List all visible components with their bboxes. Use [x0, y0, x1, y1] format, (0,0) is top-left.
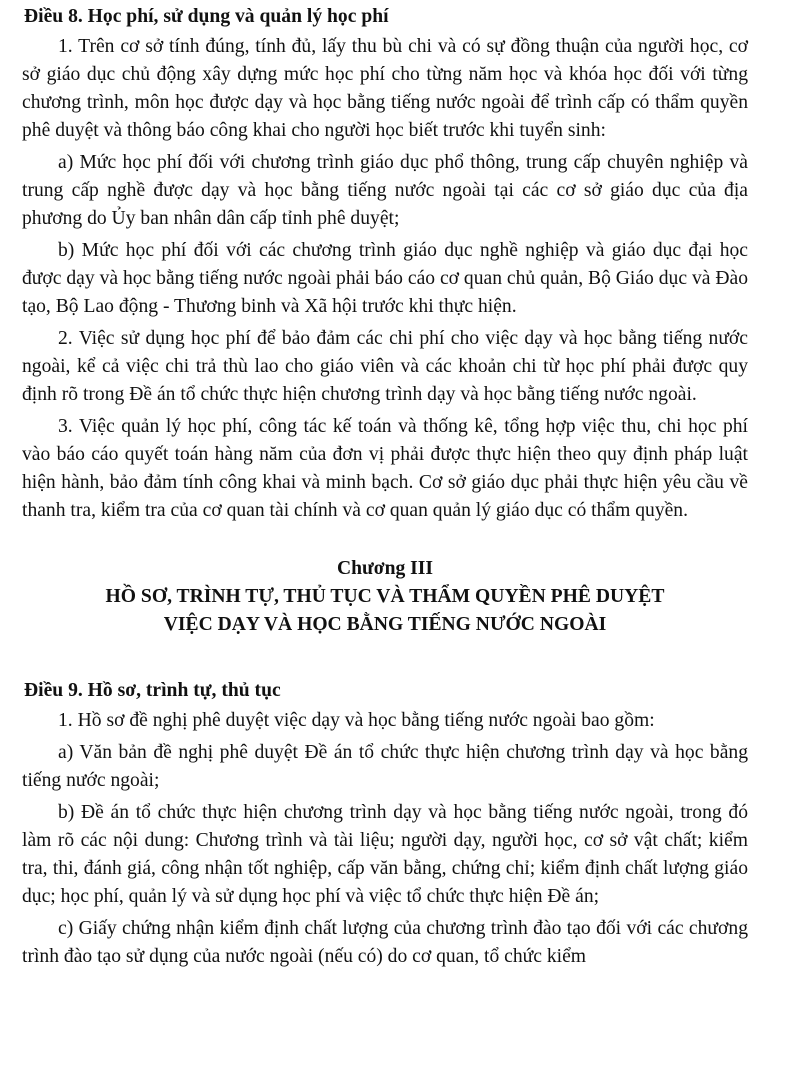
- chapter-label: Chương III: [336, 558, 434, 579]
- article-9-paragraph-1b: b) Đề án tổ chức thực hiện chương trình dạy và học bằng tiếng nước ngoài, trong đó làm rõ các nội dung: Chương trình và tài liệu; người dạy, người học, cơ sở vật chất; kiểm tra, thi, đánh giá, công nhận tốt nghiệp, cấp văn bằng, chứng chỉ; kiểm định chất lượng giáo dục; học phí, quản lý và sử dụng học phí và việc tổ chức thực hiện Đề án;: [22, 802, 748, 907]
- article-8-paragraph-2: 2. Việc sử dụng học phí để bảo đảm các chi phí cho việc dạy và học bằng tiếng nước ngoài, kể cả việc chi trả thù lao cho giáo viên và các khoản chi từ học phí phải được quy định rõ trong Đề án tổ chức thực hiện chương trình dạy và học bằng tiếng nước ngoài.: [22, 328, 748, 405]
- chapter-title-line-2: VIỆC DẠY VÀ HỌC BẰNG TIẾNG NƯỚC NGOÀI: [163, 614, 607, 635]
- article-8-paragraph-1: 1. Trên cơ sở tính đúng, tính đủ, lấy thu bù chi và có sự đồng thuận của người học, cơ sở giáo dục chủ động xây dựng mức học phí cho từng năm học và khóa học đối với từng chương trình, môn học được dạy và học bằng tiếng nước ngoài để trình cấp có thẩm quyền phê duyệt và thông báo công khai cho người học biết trước khi tuyển sinh:: [22, 36, 748, 141]
- article-9-paragraph-1a: a) Văn bản đề nghị phê duyệt Đề án tổ chức thực hiện chương trình dạy và học bằng tiếng nước ngoài;: [22, 742, 748, 791]
- article-8-paragraph-1b: b) Mức học phí đối với các chương trình giáo dục nghề nghiệp và giáo dục đại học được dạy và học bằng tiếng nước ngoài phải báo cáo cơ quan chủ quản, Bộ Giáo dục và Đào tạo, Bộ Lao động - Thương binh và Xã hội trước khi thực hiện.: [22, 240, 748, 317]
- chapter-header: [22, 555, 748, 639]
- article-8-paragraph-3: 3. Việc quản lý học phí, công tác kế toán và thống kê, tổng hợp việc thu, chi học phí vào báo cáo quyết toán hàng năm của đơn vị phải được thực hiện theo quy định pháp luật hiện hành, bảo đảm tính công khai và minh bạch. Cơ sở giáo dục phải thực hiện yêu cầu về thanh tra, kiểm tra của cơ quan tài chính và cơ quan quản lý giáo dục có thẩm quyền.: [22, 416, 748, 521]
- article-9-paragraph-1c: c) Giấy chứng nhận kiểm định chất lượng của chương trình đào tạo đối với các chương trình đào tạo sử dụng của nước ngoài (nếu có) do cơ quan, tổ chức kiểm: [22, 918, 748, 967]
- article-8-heading: Điều 8. Học phí, sử dụng và quản lý học phí: [24, 6, 389, 27]
- document-page: [22, 3, 748, 975]
- article-8-paragraph-1a: a) Mức học phí đối với chương trình giáo dục phổ thông, trung cấp chuyên nghiệp và trung cấp nghề được dạy và học bằng tiếng nước ngoài tại các cơ sở giáo dục của địa phương do Ủy ban nhân dân cấp tỉnh phê duyệt;: [22, 152, 748, 229]
- chapter-title-line-1: HỒ SƠ, TRÌNH TỰ, THỦ TỤC VÀ THẨM QUYỀN PHÊ DUYỆT: [105, 586, 665, 607]
- article-9-paragraph-1: 1. Hồ sơ đề nghị phê duyệt việc dạy và học bằng tiếng nước ngoài bao gồm:: [58, 710, 655, 731]
- article-9-heading: Điều 9. Hồ sơ, trình tự, thủ tục: [24, 680, 281, 701]
